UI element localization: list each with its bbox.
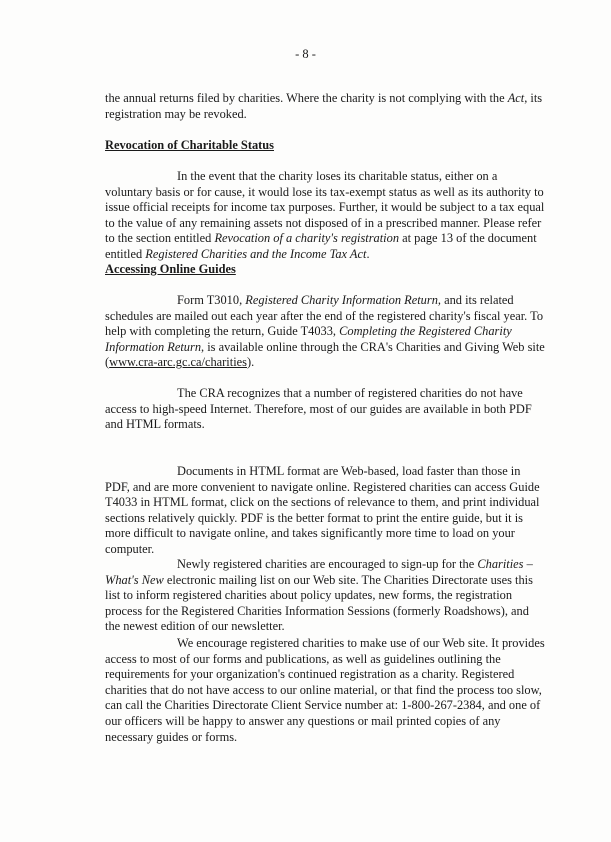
guide-title: Completing the Registered Charity Information Return [105,324,512,354]
revocation-text-mid: at page 13 of the document entitled [105,231,537,261]
online-guides-paragraph-4 [105,557,545,635]
revocation-document-title: Registered Charities and the Income Tax Act [145,246,367,261]
intro-paragraph [105,91,545,122]
html-format-paragraph: Documents in HTML format are Web-based, load faster than those in PDF, and are more convenient to navigate online. Registered charities can access Guide T4033 in HTML format, click on the sections of relevance to them, and print individual sections relatively quickly. PDF is the better format to print the entire guide, but it is more difficult to navigate online, and takes significantly more time to load on your computer. [105,464,540,556]
act-reference: Act [507,91,525,105]
revocation-heading: Revocation of Charitable Status [105,138,274,152]
revocation-text-end: . [366,246,370,261]
web-site-paragraph: We encourage registered charities to make use of our Web site. It provides access to most of our forms and publications, as well as guidelines outlining the requirements for your organization's continued registration as a charity. Registered charities that do not have access to our online material, or that find the process too slow, can call the Charities Directorate Client Service number at: 1-800-267-2384, and one of our officers will be happy to answer any questions or mail printed copies of any necessary guides or forms. [105,636,545,744]
online-guides-section [105,262,545,278]
intro-text-end: , its registration may be revoked. [105,91,543,121]
intro-text: the annual returns filed by charities. Where the charity is not complying with the [105,91,508,105]
form-text: Form T3010, [177,293,246,307]
online-guides-heading: Accessing Online Guides [105,262,236,276]
form-text-mid: and its related schedules are mailed out each year after the end of the registered charity's fiscal year. To help with completing the return, Guide T4033, [105,293,544,339]
guide-text: , is available online through the CRA's Charities and Giving Web site ( [105,339,545,370]
mailing-list-text: Newly registered charities are encouraged to sign-up for the [177,557,478,571]
revocation-section-title: Revocation of a charity's registration [214,231,400,246]
mailing-list-text-end: electronic mailing list on our Web site. The Charities Directorate uses this list to inform registered charities about policy updates, new forms, the registration process for the Registered Charities Information Sessions (formerly Roadshows), and the newest edition of our newsletter. [105,572,533,634]
form-title: Registered Charity Information Return, [245,293,441,307]
online-guides-paragraph-1 [105,293,545,371]
mailing-list-name: Charities – What's New [105,557,533,587]
revocation-section [105,138,545,154]
revocation-text: In the event that the charity loses its charitable status, either on a voluntary basis or for cause, it would lose its tax-exempt status as well as its authority to issue official receipts for income tax purposes. Further, it would be subject to a tax equal to the value of any remaining assets not disposed of in a prescribed manner. Please refer to the section entitled [105,169,545,246]
page-number: - 8 - [295,47,316,61]
revocation-paragraph [105,169,545,263]
high-speed-paragraph: The CRA recognizes that a number of registered charities do not have access to high-speed Internet. Therefore, most of our guides are available in both PDF and HTML formats. [105,386,532,432]
guide-text-end: ). [246,355,255,370]
online-guides-paragraph-5 [105,636,545,745]
online-guides-paragraph-3 [105,464,545,558]
online-guides-paragraph-2 [105,386,545,433]
charities-web-link[interactable]: www.cra-arc.gc.ca/charities [109,355,247,370]
